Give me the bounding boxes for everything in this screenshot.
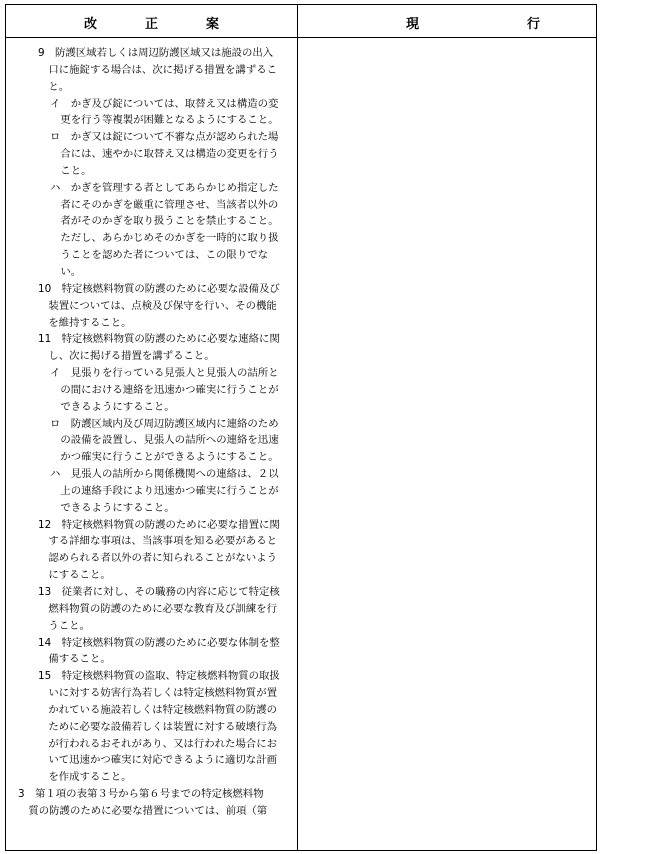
text-line: ただし、あらかじめそのかぎを一時的に取り扱 — [50, 232, 279, 245]
amended-item — [18, 786, 292, 820]
text-line: できるようにすること。 — [50, 400, 175, 413]
text-line: うこと。 — [38, 619, 90, 632]
text-line: にすること。 — [38, 569, 111, 582]
amended-column — [18, 45, 292, 820]
text-line: ハ かぎを管理する者としてあらかじめ指定した — [50, 181, 279, 194]
text-line: ために必要な設備若しくは装置に対する破壊行為 — [38, 720, 277, 733]
text-line: 13 従業者に対し、その職務の内容に応じて特定核 — [38, 586, 280, 598]
text-line: 9 防護区域若しくは周辺防護区域又は施設の出入 — [38, 47, 274, 59]
amended-column-header: 改正案 — [83, 17, 267, 32]
text-line: こと。 — [50, 164, 92, 177]
text-line: 3 第１項の表第３号から第６号までの特定核燃料物 — [18, 788, 264, 801]
text-line: 者がそのかぎを取り扱うことを禁止すること。 — [50, 215, 279, 228]
text-line: イ 見張りを行っている見張人と見張人の詰所と — [50, 367, 279, 380]
text-line: 装置については、点検及び保守を行い、その機能 — [38, 299, 277, 312]
amended-item — [38, 668, 292, 786]
amended-item — [50, 180, 292, 281]
text-line: が行われるおそれがあり、又は行われた場合にお — [38, 737, 277, 750]
text-line: を維持すること。 — [38, 316, 132, 329]
comparison-table — [5, 4, 648, 851]
text-line: 12 特定核燃料物質の防護のために必要な措置に関 — [38, 518, 280, 531]
amended-item — [38, 331, 292, 365]
amended-item — [38, 635, 292, 669]
amended-item — [50, 365, 292, 416]
text-line: ロ かぎ又は錠について不審な点が認められた場 — [50, 131, 279, 144]
amended-item — [50, 96, 292, 130]
text-line: かれている施設若しくは特定核燃料物質の防護の — [38, 703, 277, 716]
text-line: できるようにすること。 — [50, 501, 175, 514]
amended-item — [38, 517, 292, 584]
amended-item — [50, 416, 292, 467]
text-line: し、次に掲げる措置を講ずること。 — [38, 350, 215, 363]
text-line: 合には、速やかに取替え又は構造の変更を行う — [50, 148, 279, 161]
text-line: 口に施錠する場合は、次に掲げる措置を講ずるこ — [38, 63, 277, 76]
text-line: の間における連絡を迅速かつ確実に行うことが — [50, 383, 279, 396]
text-line: する詳細な事項は、当該事項を知る必要があると — [38, 535, 277, 548]
text-line: 上の連絡手段により迅速かつ確実に行うことが — [50, 484, 279, 497]
text-line: ハ 見張人の詰所から関係機関への連絡は、２以 — [50, 468, 279, 481]
text-line: ロ 防護区域内及び周辺防護区域内に連絡のため — [50, 417, 279, 430]
text-line: いて迅速かつ確実に対応できるように適切な計画 — [38, 754, 277, 767]
text-line: い。 — [50, 265, 82, 278]
text-line: と。 — [38, 80, 70, 93]
text-line: 14 特定核燃料物質の防護のために必要な体制を整 — [38, 636, 280, 649]
current-column-header: 現行 — [406, 17, 648, 32]
table-header — [6, 5, 648, 38]
text-line: うことを認めた者については、この限りでな — [50, 249, 268, 262]
amended-item — [38, 281, 292, 332]
text-line: かつ確実に行うことができるようにすること。 — [50, 451, 279, 464]
text-line: 認められる者以外の者に知られることがないよう — [38, 552, 277, 565]
text-line: 11 特定核燃料物質の防護のために必要な連絡に関 — [38, 333, 280, 346]
text-line: 者にそのかぎを厳重に管理させ、当該者以外の — [50, 198, 279, 211]
amended-item — [50, 129, 292, 180]
text-line: 備すること。 — [38, 653, 111, 666]
text-line: 更を行う等複製が困難となるようにすること。 — [50, 114, 279, 127]
text-line: 質の防護のために必要な措置については、前項（第 — [18, 804, 268, 817]
column-divider — [297, 5, 298, 850]
amended-item — [38, 45, 292, 96]
amended-item — [38, 584, 292, 635]
text-line: 15 特定核燃料物質の盗取、特定核燃料物質の取扱 — [38, 670, 280, 683]
text-line: いに対する妨害行為若しくは特定核燃料物質が置 — [38, 687, 277, 700]
text-line: の設備を設置し、見張人の詰所への連絡を迅速 — [50, 434, 279, 447]
text-line: を作成すること。 — [38, 771, 132, 784]
amended-item — [50, 466, 292, 517]
text-line: イ かぎ及び錠については、取替え又は構造の変 — [50, 97, 279, 110]
text-line: 燃料物質の防護のために必要な教育及び訓練を行 — [38, 602, 277, 615]
text-line: 10 特定核燃料物質の防護のために必要な設備及び — [38, 282, 280, 295]
